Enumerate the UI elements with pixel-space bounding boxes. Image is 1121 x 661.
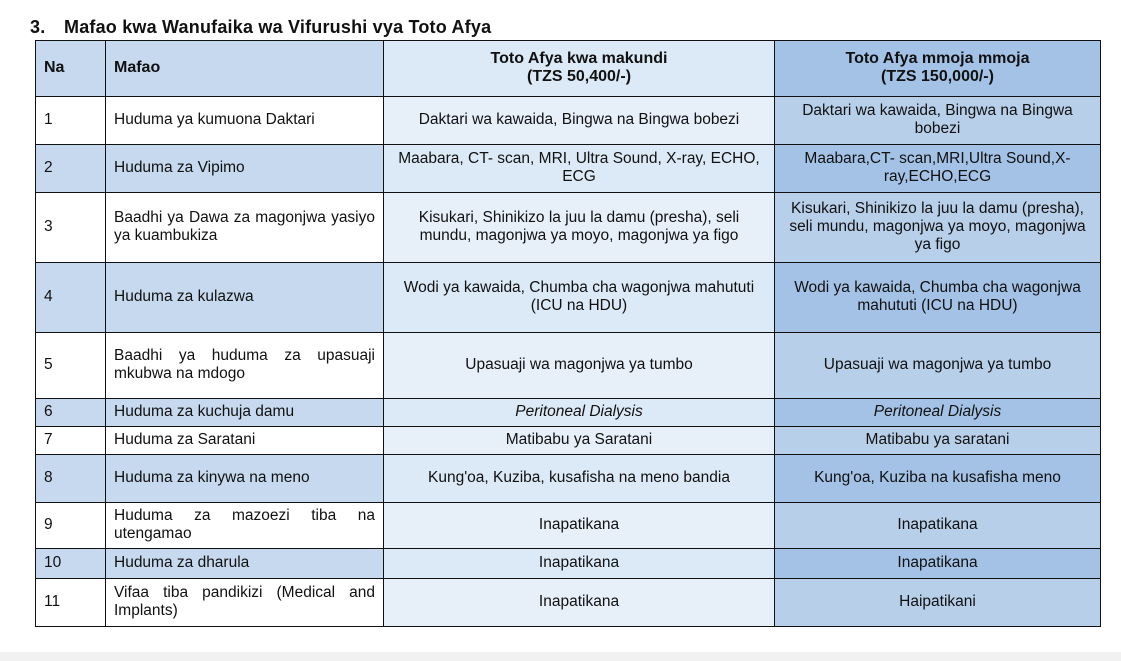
header-group-title: Toto Afya kwa makundi	[490, 50, 668, 67]
row-single-value: Upasuaji wa magonjwa ya tumbo	[775, 333, 1101, 399]
row-group-value: Kisukari, Shinikizo la juu la damu (presha), seli mundu, magonjwa ya moyo, magonjwa ya figo	[384, 193, 775, 263]
row-benefit: Huduma za kulazwa	[106, 263, 384, 333]
row-benefit: Baadhi ya Dawa za magonjwa yasiyo ya kuambukiza	[106, 193, 384, 263]
table-row	[36, 193, 1101, 263]
row-single-value: Maabara,CT- scan,MRI,Ultra Sound,X-ray,ECHO,ECG	[775, 145, 1101, 193]
row-number: 3	[36, 193, 106, 263]
section-number: 3.	[30, 17, 46, 37]
row-benefit: Baadhi ya huduma za upasuaji mkubwa na mdogo	[106, 333, 384, 399]
row-group-value: Upasuaji wa magonjwa ya tumbo	[384, 333, 775, 399]
row-single-value: Kisukari, Shinikizo la juu la damu (presha), seli mundu, magonjwa ya moyo, magonjwa ya figo	[775, 193, 1101, 263]
row-group-value: Kung'oa, Kuziba, kusafisha na meno bandia	[384, 455, 775, 503]
header-mafao: Mafao	[106, 41, 384, 97]
row-benefit: Huduma za Vipimo	[106, 145, 384, 193]
row-benefit: Huduma za Saratani	[106, 427, 384, 455]
row-group-value: Inapatikana	[384, 579, 775, 627]
page-bottom-edge	[0, 652, 1121, 661]
row-single-value: Inapatikana	[775, 549, 1101, 579]
row-benefit: Huduma za mazoezi tiba na utengamao	[106, 503, 384, 549]
header-toto-afya-makundi	[384, 41, 775, 97]
header-single-title: Toto Afya mmoja mmoja	[845, 50, 1030, 67]
row-group-value: Daktari wa kawaida, Bingwa na Bingwa bobezi	[384, 97, 775, 145]
header-group-price: (TZS 50,400/-)	[526, 68, 632, 85]
row-number: 6	[36, 399, 106, 427]
row-single-value: Haipatikani	[775, 579, 1101, 627]
row-benefit: Huduma za kinywa na meno	[106, 455, 384, 503]
row-benefit: Vifaa tiba pandikizi (Medical and Implants)	[106, 579, 384, 627]
row-single-value: Kung'oa, Kuziba na kusafisha meno	[775, 455, 1101, 503]
row-number: 4	[36, 263, 106, 333]
header-toto-afya-mmoja	[775, 41, 1101, 97]
header-single-price: (TZS 150,000/-)	[881, 68, 994, 85]
table-row	[36, 579, 1101, 627]
table-row	[36, 263, 1101, 333]
row-number: 9	[36, 503, 106, 549]
row-benefit: Huduma za dharula	[106, 549, 384, 579]
row-group-value: Peritoneal Dialysis	[384, 399, 775, 427]
row-number: 1	[36, 97, 106, 145]
row-group-value: Matibabu ya Saratani	[384, 427, 775, 455]
table-row	[36, 333, 1101, 399]
row-single-value: Daktari wa kawaida, Bingwa na Bingwa bobezi	[775, 97, 1101, 145]
table-row	[36, 399, 1101, 427]
table-row	[36, 145, 1101, 193]
table-header-row	[36, 41, 1101, 97]
row-group-value: Wodi ya kawaida, Chumba cha wagonjwa mahututi (ICU na HDU)	[384, 263, 775, 333]
section-heading	[30, 17, 491, 38]
row-number: 10	[36, 549, 106, 579]
row-single-value: Inapatikana	[775, 503, 1101, 549]
table-row	[36, 503, 1101, 549]
row-number: 5	[36, 333, 106, 399]
section-title: Mafao kwa Wanufaika wa Vifurushi vya Toto Afya	[64, 17, 492, 37]
header-na: Na	[36, 41, 106, 97]
table-row	[36, 97, 1101, 145]
row-number: 2	[36, 145, 106, 193]
row-number: 8	[36, 455, 106, 503]
row-number: 7	[36, 427, 106, 455]
row-benefit: Huduma ya kumuona Daktari	[106, 97, 384, 145]
row-group-value: Inapatikana	[384, 503, 775, 549]
table-row	[36, 455, 1101, 503]
benefits-table	[35, 40, 1101, 627]
table-row	[36, 549, 1101, 579]
row-number: 11	[36, 579, 106, 627]
table-row	[36, 427, 1101, 455]
row-single-value: Peritoneal Dialysis	[775, 399, 1101, 427]
row-single-value: Wodi ya kawaida, Chumba cha wagonjwa mahututi (ICU na HDU)	[775, 263, 1101, 333]
row-single-value: Matibabu ya saratani	[775, 427, 1101, 455]
row-group-value: Inapatikana	[384, 549, 775, 579]
row-benefit: Huduma za kuchuja damu	[106, 399, 384, 427]
row-group-value: Maabara, CT- scan, MRI, Ultra Sound, X-ray, ECHO, ECG	[384, 145, 775, 193]
